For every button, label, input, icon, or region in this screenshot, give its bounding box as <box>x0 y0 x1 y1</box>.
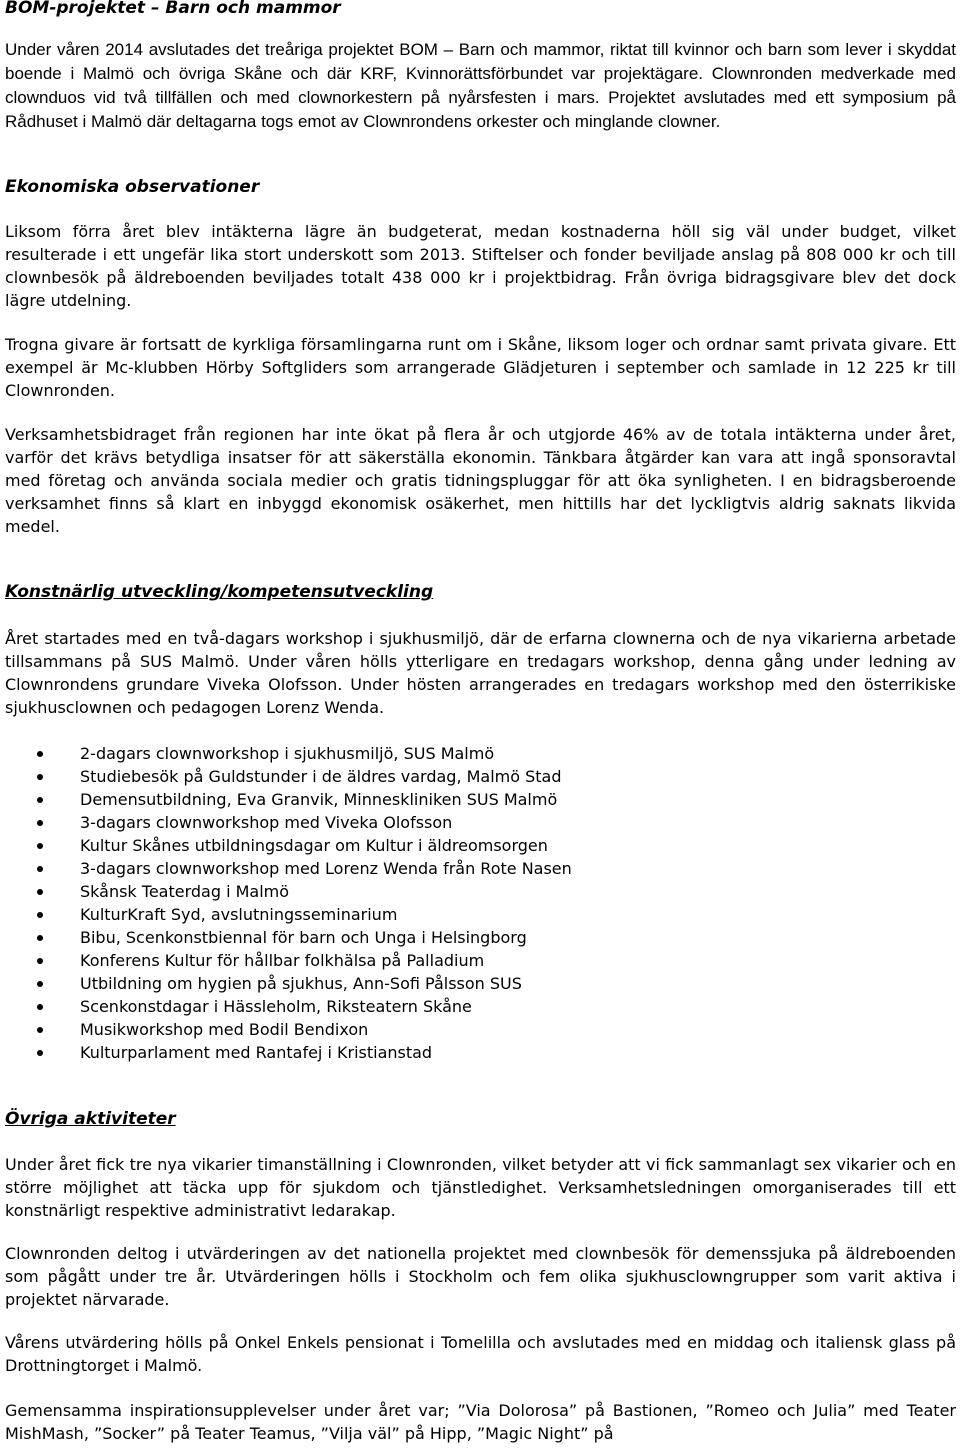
artistic-paragraph: Året startades med en två-dagars workshop i sjukhusmiljö, där de erfarna clownerna och de nya vikarierna arbetade tillsammans på SUS Malmö. Under våren hölls ytterligare en tredagars workshop, denna gång under ledning av Clownrondens grundare Viveka Olofsson. Under hösten arrangerades en tredagars workshop med den österrikiske sjukhusclownen och pedagogen Lorenz Wenda. <box>5 629 956 717</box>
list-item: 2-dagars clownworkshop i sjukhusmiljö, SUS Malmö <box>5 742 956 765</box>
intro-paragraph: Under våren 2014 avslutades det treåriga projektet BOM – Barn och mammor, riktat till kvinnor och barn som lever i skyddat boende i Malmö och övriga Skåne och där KRF, Kvinnorättsförbundet var projektägare. Clownronden medverkade med clownduos vid två tillfällen och med clownorkestern på nyårsfesten i mars. Projektet avslutades med ett symposium på Rådhuset i Malmö där deltagarna togs emot av Clownrondens orkester och minglande clowner. <box>5 40 956 131</box>
list-item: Kultur Skånes utbildningsdagar om Kultur i äldreomsorgen <box>5 834 956 857</box>
other-activities-heading: Övriga aktiviteter <box>5 1109 176 1129</box>
list-item: Konferens Kultur för hållbar folkhälsa på Palladium <box>5 949 956 972</box>
economy-paragraph-3: Verksamhetsbidraget från regionen har inte ökat på flera år och utgjorde 46% av de totala intäkterna under året, varför det krävs betydliga insatser för att säkerställa ekonomin. Tänkbara åtgärder kan vara att ingå sponsoravtal med företag och använda sociala medier och gratis tidningspluggar för att öka synligheten. I en bidragsberoende verksamhet finns så klart en inbyggd ekonomisk osäkerhet, men hittills har det lyckligtvis aldrig saknats likvida medel. <box>5 425 956 536</box>
document-title: BOM-projektet – Barn och mammor <box>5 0 341 18</box>
other-paragraph-2: Clownronden deltog i utvärderingen av det nationella projektet med clownbesök för demenssjuka på äldreboenden som pågått under tre år. Utvärderingen hölls i Stockholm och fem olika sjukhusclowngrupper som varit aktiva i projektet närvarade. <box>5 1244 956 1309</box>
list-item: Studiebesök på Guldstunder i de äldres vardag, Malmö Stad <box>5 765 956 788</box>
list-item: 3-dagars clownworkshop med Viveka Olofsson <box>5 811 956 834</box>
other-paragraph-1: Under året fick tre nya vikarier timanställning i Clownronden, vilket betyder att vi fick sammanlagt sex vikarier och en större möjlighet att täcka upp för sjukdom och tjänstledighet. Verksamhetsledningen omorganiserades till ett konstnärligt respektive administrativt ledarakap. <box>5 1155 956 1220</box>
economy-paragraph-1: Liksom förra året blev intäkterna lägre än budgeterat, medan kostnaderna höll sig väl under budget, vilket resulterade i ett ungefär lika stort underskott som 2013. Stiftelser och fonder beviljade anslag på 808 000 kr och till clownbesök på äldreboenden beviljades totalt 438 000 kr i projektbidrag. Från övriga bidragsgivare blev det dock lägre utdelning. <box>5 222 956 310</box>
artistic-activity-list <box>5 742 956 1064</box>
other-paragraph-4: Gemensamma inspirationsupplevelser under året var; ”Via Dolorosa” på Bastionen, ”Romeo och Julia” med Teater MishMash, ”Socker” på Teater Teamus, ”Vilja väl” på Hipp, ”Magic Night” på <box>5 1401 956 1443</box>
list-item: Bibu, Scenkonstbiennal för barn och Unga i Helsingborg <box>5 926 956 949</box>
list-item: Skånsk Teaterdag i Malmö <box>5 880 956 903</box>
list-item: Demensutbildning, Eva Granvik, Minneskliniken SUS Malmö <box>5 788 956 811</box>
other-paragraph-3: Vårens utvärdering hölls på Onkel Enkels pensionat i Tomelilla och avslutades med en middag och italiensk glass på Drottningtorget i Malmö. <box>5 1333 956 1375</box>
artistic-heading: Konstnärlig utveckling/kompetensutveckling <box>5 582 434 602</box>
list-item: Utbildning om hygien på sjukhus, Ann-Sofi Pålsson SUS <box>5 972 956 995</box>
list-item: 3-dagars clownworkshop med Lorenz Wenda från Rote Nasen <box>5 857 956 880</box>
list-item: Musikworkshop med Bodil Bendixon <box>5 1018 956 1041</box>
list-item: Scenkonstdagar i Hässleholm, Riksteatern Skåne <box>5 995 956 1018</box>
economy-heading: Ekonomiska observationer <box>5 177 260 197</box>
economy-paragraph-2: Trogna givare är fortsatt de kyrkliga församlingarna runt om i Skåne, liksom loger och ordnar samt privata givare. Ett exempel är Mc-klubben Hörby Softgliders som arrangerade Glädjeturen i september och samlade in 12 225 kr till Clownronden. <box>5 335 956 400</box>
list-item: Kulturparlament med Rantafej i Kristianstad <box>5 1041 956 1064</box>
list-item: KulturKraft Syd, avslutningsseminarium <box>5 903 956 926</box>
